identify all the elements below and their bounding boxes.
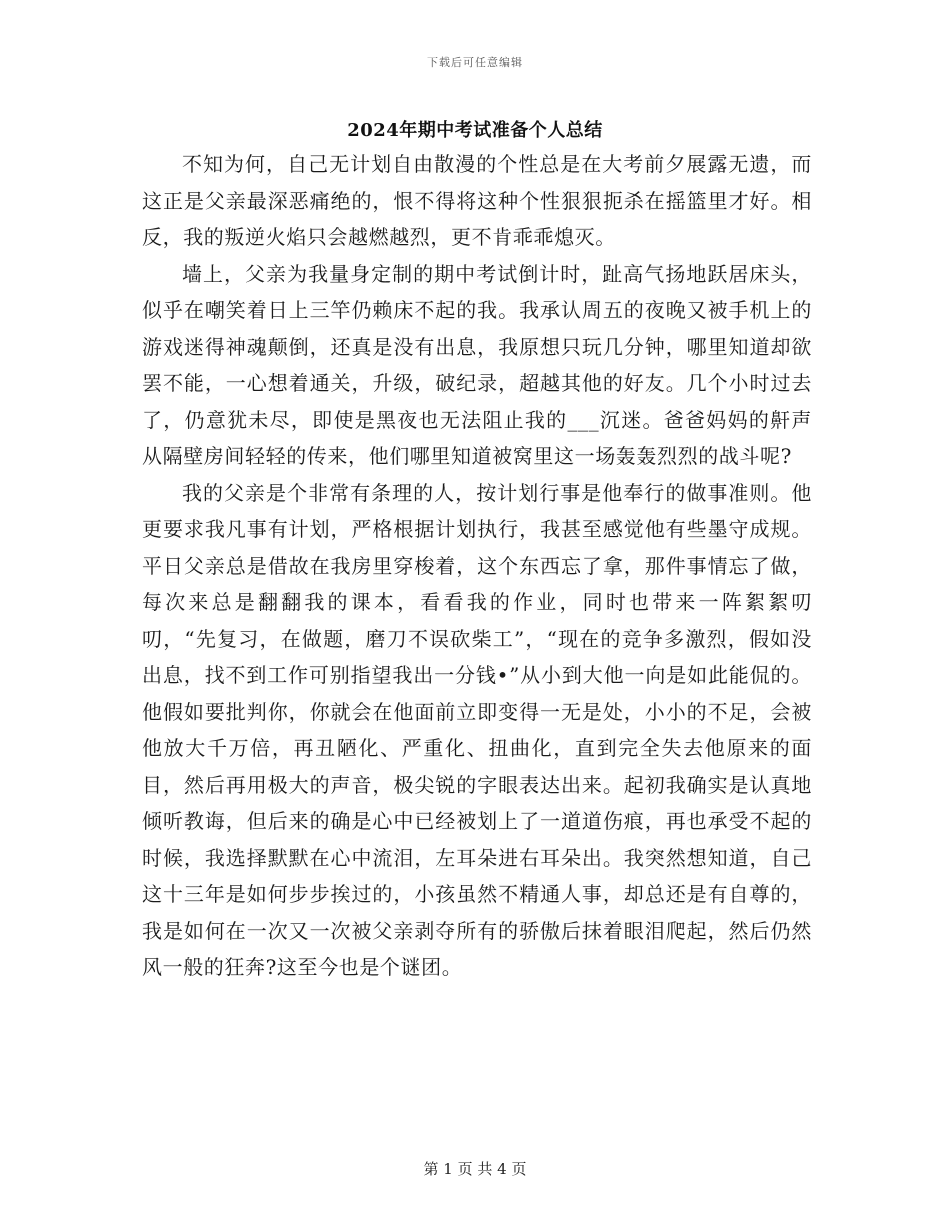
document-body <box>142 146 812 986</box>
document-title: 2024年期中考试准备个人总结 <box>347 120 603 141</box>
page-number: 第 1 页 共 4 页 <box>423 1160 527 1178</box>
paragraph-1: 不知为何，自己无计划自由散漫的个性总是在大考前夕展露无遗，而这正是父亲最深恶痛绝的，恨不得将这种个性狠狠扼杀在摇篮里才好。相反，我的叛逆火焰只会越燃越烈，更不肯乖乖熄灭。 <box>142 152 812 249</box>
paragraph-3: 我的父亲是个非常有条理的人，按计划行事是他奉行的做事准则。他更要求我凡事有计划，严格根据计划执行，我甚至感觉他有些墨守成规。平日父亲总是借故在我房里穿梭着，这个东西忘了拿，那件事情忘了做，每次来总是翻翻我的课本，看看我的作业，同时也带来一阵絮絮叨叨，“先复习，在做题，磨刀不误砍柴工”，“现在的竞争多激烈，假如没出息，找不到工作可别指望我出一分钱•”从小到大他一向是如此能侃的。他假如要批判你，你就会在他面前立即变得一无是处，小小的不足，会被他放大千万倍，再丑陋化、严重化、扭曲化，直到完全失去他原来的面目，然后再用极大的声音，极尖锐的字眼表达出来。起初我确实是认真地倾听教诲，但后来的确是心中已经被划上了一道道伤痕，再也承受不起的时候，我选择默默在心中流泪，左耳朵进右耳朵出。我突然想知道，自己这十三年是如何步步挨过的，小孩虽然不精通人事，却总还是有自尊的，我是如何在一次又一次被父亲剥夺所有的骄傲后抹着眼泪爬起，然后仍然风一般的狂奔?这至今也是个谜团。 <box>142 480 812 979</box>
paragraph-2: 墙上，父亲为我量身定制的期中考试倒计时，趾高气扬地跃居床头，似乎在嘲笑着日上三竿仍赖床不起的我。我承认周五的夜晚又被手机上的游戏迷得神魂颠倒，还真是没有出息，我原想只玩几分钟，哪里知道却欲罢不能，一心想着通关，升级，破纪录，超越其他的好友。几个小时过去了，仍意犹未尽，即使是黑夜也无法阻止我的___沉迷。爸爸妈妈的鼾声从隔壁房间轻轻的传来，他们哪里知道被窝里这一场轰轰烈烈的战斗呢? <box>142 261 812 468</box>
header-note: 下载后可任意编辑 <box>427 56 523 69</box>
